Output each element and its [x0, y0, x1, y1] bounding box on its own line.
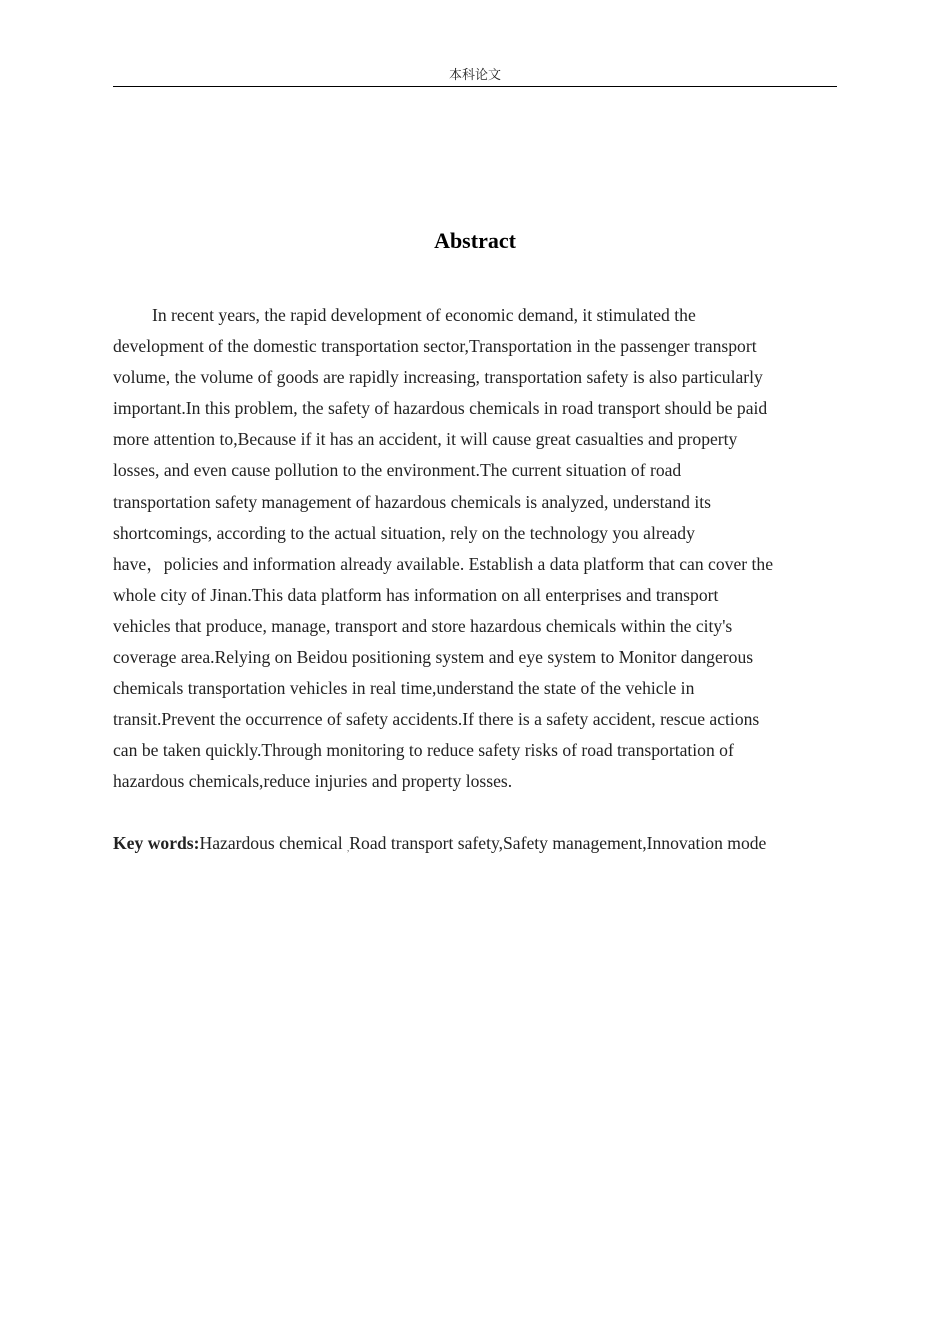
keyword-rest: Road transport safety,Safety management,Innovation mode — [349, 833, 767, 853]
abstract-title: Abstract — [434, 228, 516, 253]
abstract-line: transportation safety management of hazardous chemicals is analyzed, understand its — [113, 491, 711, 512]
page-header — [113, 66, 837, 87]
abstract-line: transit.Prevent the occurrence of safety accidents.If there is a safety accident, rescue actions — [113, 709, 760, 730]
abstract-line: coverage area.Relying on Beidou positioning system and eye system to Monitor dangerous — [113, 647, 754, 668]
abstract-line: In recent years, the rapid development of economic demand, it stimulated the — [152, 305, 696, 325]
abstract-line: whole city of Jinan.This data platform has information on all enterprises and transport — [113, 584, 719, 605]
abstract-line: can be taken quickly.Through monitoring to reduce safety risks of road transportation of — [113, 740, 734, 761]
abstract-line: hazardous chemicals,reduce injuries and property losses. — [113, 771, 513, 792]
abstract-line: more attention to,Because if it has an accident, it will cause great casualties and property — [113, 429, 738, 450]
abstract-line: volume, the volume of goods are rapidly increasing, transportation safety is also particularly — [113, 367, 763, 388]
abstract-line: have，policies and information already available. Establish a data platform that can cover the — [113, 553, 773, 574]
abstract-line: important.In this problem, the safety of hazardous chemicals in road transport should be paid — [113, 398, 768, 419]
abstract-line: vehicles that produce, manage, transport and store hazardous chemicals within the city's — [113, 615, 733, 636]
abstract-body — [113, 300, 837, 798]
abstract-line: losses, and even cause pollution to the environment.The current situation of road — [113, 460, 682, 481]
abstract-line: chemicals transportation vehicles in real time,understand the state of the vehicle in — [113, 678, 695, 699]
abstract-line: shortcomings, according to the actual situation, rely on the technology you already — [113, 522, 695, 543]
header-text: 本科论文 — [448, 68, 501, 83]
keywords — [113, 828, 853, 863]
keywords-label: Key words: — [113, 833, 200, 853]
keyword-separator: , — [347, 843, 350, 853]
keyword-first: Hazardous chemical — [199, 833, 343, 853]
abstract-line: development of the domestic transportation sector,Transportation in the passenger transport — [113, 336, 757, 357]
